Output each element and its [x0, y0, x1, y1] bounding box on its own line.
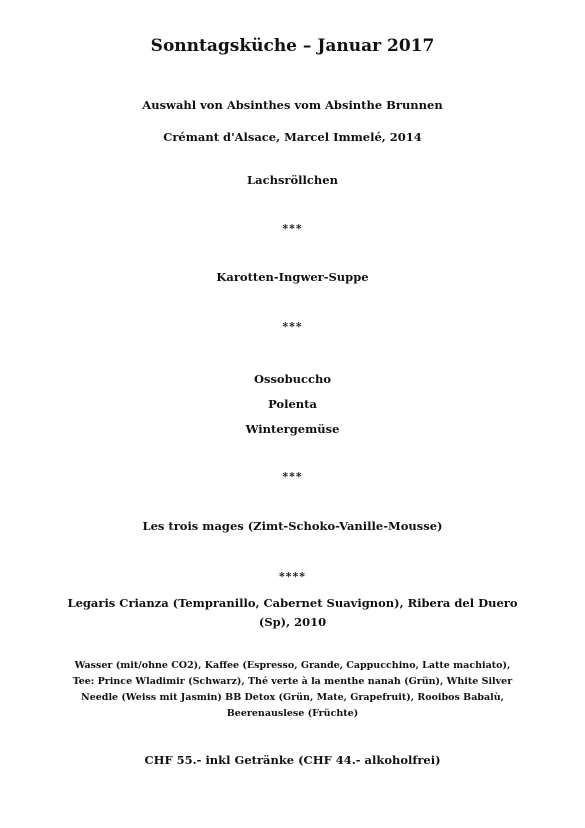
soup-line: Karotten-Ingwer-Suppe: [216, 270, 369, 284]
dessert-line: Les trois mages (Zimt-Schoko-Vanille-Mousse): [142, 519, 443, 533]
drinks-paragraph: Wasser (mit/ohne CO2), Kaffee (Espresso, Grande, Cappucchino, Latte machiato), Tee: Prince Wladimir (Schwarz), Thé verte à la menthe nanah (Grün), White Silver Needle (Weiss mit Jasmin) BB Detox (Grün, Mate, Grapefruit), Rooibos Babalù, Beerenauslese (Früchte): [72, 660, 513, 719]
menu-title: Sonntagsküche – Januar 2017: [150, 36, 435, 56]
course-separator-3: ***: [282, 470, 303, 483]
main-course-line-3: Wintergemüse: [245, 422, 340, 436]
price-line: CHF 55.- inkl Getränke (CHF 44.- alkoholfrei): [144, 753, 441, 767]
course-separator-2: ***: [282, 320, 303, 333]
main-course-line-1: Ossobuccho: [253, 372, 332, 386]
wine-line-2: Legaris Crianza (Tempranillo, Cabernet Suavignon), Ribera del Duero (Sp), 2010: [67, 596, 518, 629]
wine-line-1: Crémant d'Alsace, Marcel Immelé, 2014: [163, 130, 422, 144]
aperitif-line: Auswahl von Absinthes vom Absinthe Brunnen: [142, 98, 443, 112]
course-separator-1: ***: [282, 222, 303, 235]
main-course-line-2: Polenta: [268, 397, 317, 411]
course-separator-4: ****: [278, 570, 306, 583]
starter-line: Lachsröllchen: [247, 173, 338, 187]
